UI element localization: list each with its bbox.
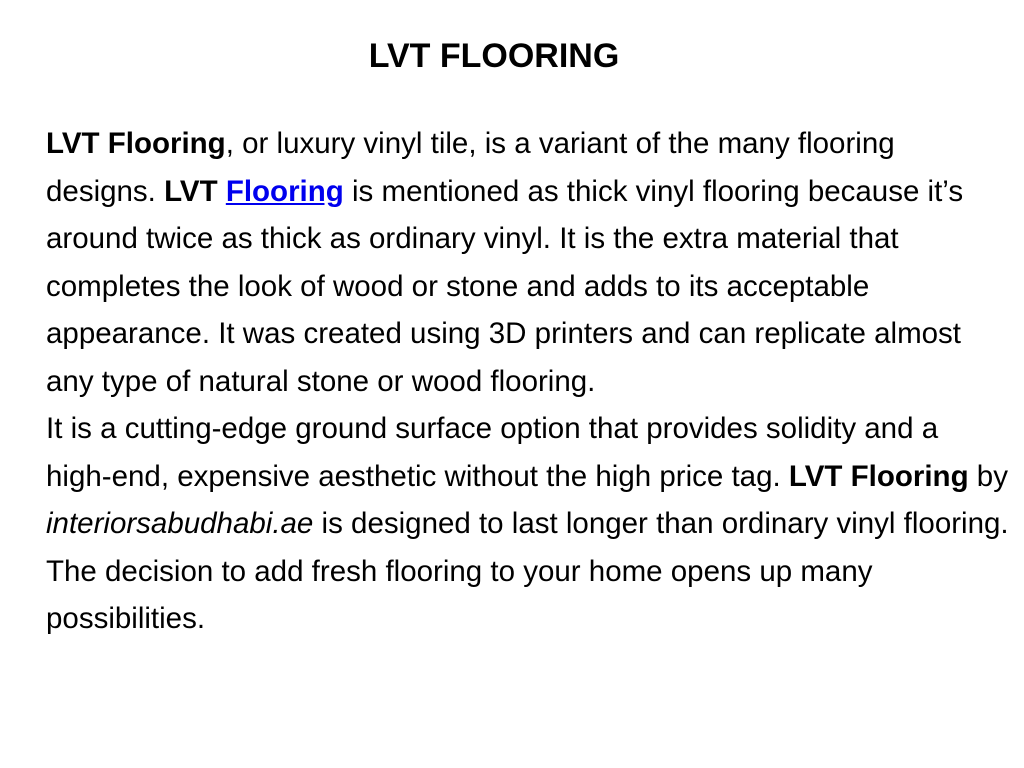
paragraph-intro — [46, 120, 1011, 405]
flooring-link[interactable]: Flooring — [225, 174, 344, 208]
paragraph-text: by — [968, 459, 1008, 493]
slide-body — [46, 120, 1011, 643]
paragraph-details — [46, 405, 1011, 643]
term-lvt: LVT — [164, 174, 226, 208]
paragraph-text: It is a cutting-edge ground surface option that provides solidity and a high-end, expensive aesthetic without the high price tag. — [46, 412, 939, 493]
term-lvt-flooring: LVT Flooring — [46, 127, 226, 160]
term-lvt-flooring: LVT Flooring — [788, 459, 969, 493]
slide-title: LVT FLOORING — [368, 37, 620, 75]
paragraph-text: is mentioned as thick vinyl flooring because it’s around twice as thick as ordinary vinyl. It is the extra material that completes the look of wood or stone and adds to its acceptable appearance. It was created using 3D printers and can replicate almost any type of natural stone or wood flooring. — [46, 174, 964, 398]
paragraph-text: , or luxury vinyl tile, is a variant of the many flooring designs. — [46, 127, 895, 208]
paragraph-text: is designed to last longer than ordinary vinyl flooring. The decision to add fresh flooring to your home opens up many possibilities. — [46, 507, 1009, 635]
site-name: interiorsabudhabi.ae — [46, 507, 314, 540]
